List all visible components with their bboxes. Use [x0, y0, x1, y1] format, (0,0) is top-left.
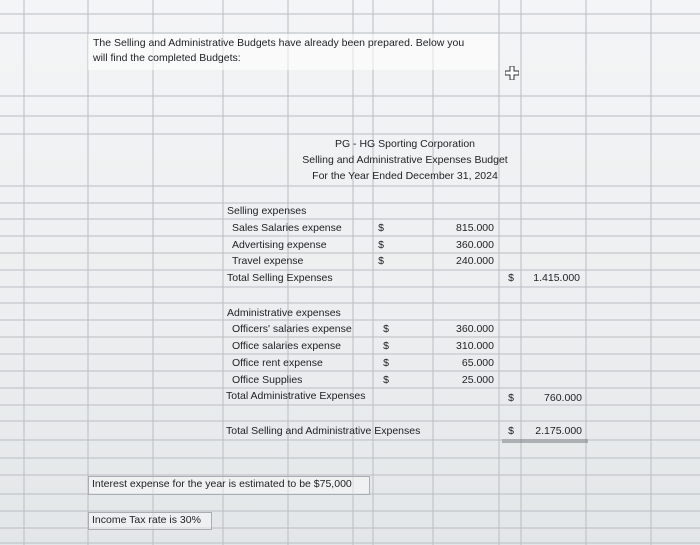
admin-item-label: Office salaries expense	[232, 340, 341, 352]
tax-note: Income Tax rate is 30%	[92, 514, 201, 526]
selling-item-amount: 240.000	[456, 255, 494, 267]
intro-line-2: will find the completed Budgets:	[93, 52, 241, 64]
selling-item-currency: $	[378, 255, 384, 267]
selling-heading: Selling expenses	[227, 205, 307, 217]
admin-item-amount: 310.000	[456, 340, 494, 352]
grand-total-currency: $	[508, 425, 514, 437]
selling-item-label: Advertising expense	[232, 239, 327, 251]
selling-item-currency: $	[378, 222, 384, 234]
selling-total-amount: 1.415.000	[533, 272, 580, 284]
grand-total-label: Total Selling and Administrative Expenses	[226, 425, 421, 437]
selling-item-currency: $	[378, 239, 384, 251]
admin-item-label: Officers' salaries expense	[232, 323, 352, 335]
grand-total-amount: 2.175.000	[535, 425, 582, 437]
admin-item-amount: 65.000	[461, 357, 494, 369]
admin-total-currency: $	[508, 392, 514, 404]
admin-item-label: Office rent expense	[232, 357, 323, 369]
selling-item-amount: 360.000	[456, 239, 494, 251]
admin-item-currency: $	[383, 323, 389, 335]
admin-heading: Administrative expenses	[227, 307, 341, 319]
admin-total-amount: 760.000	[544, 392, 582, 404]
selling-item-label: Travel expense	[232, 255, 304, 267]
selling-total-label: Total Selling Expenses	[227, 272, 333, 284]
admin-total-label: Total Administrative Expenses	[226, 390, 366, 402]
selling-total-currency: $	[508, 272, 514, 284]
selling-item-amount: 815.000	[456, 222, 494, 234]
cell-cursor-icon	[505, 66, 519, 80]
intro-line-1: The Selling and Administrative Budgets have already been prepared. Below you	[93, 37, 465, 49]
admin-item-currency: $	[383, 374, 389, 386]
admin-item-label: Office Supplies	[232, 374, 303, 386]
company-name: PG - HG Sporting Corporation	[334, 138, 476, 150]
admin-item-currency: $	[383, 357, 389, 369]
admin-item-amount: 360.000	[456, 323, 494, 335]
interest-note: Interest expense for the year is estimated to be $75,000	[92, 478, 352, 490]
admin-item-amount: 25.000	[461, 374, 494, 386]
budget-period: For the Year Ended December 31, 2024	[312, 170, 498, 182]
selling-item-label: Sales Salaries expense	[232, 222, 342, 234]
admin-item-currency: $	[383, 340, 389, 352]
budget-title: Selling and Administrative Expenses Budget	[302, 154, 508, 166]
